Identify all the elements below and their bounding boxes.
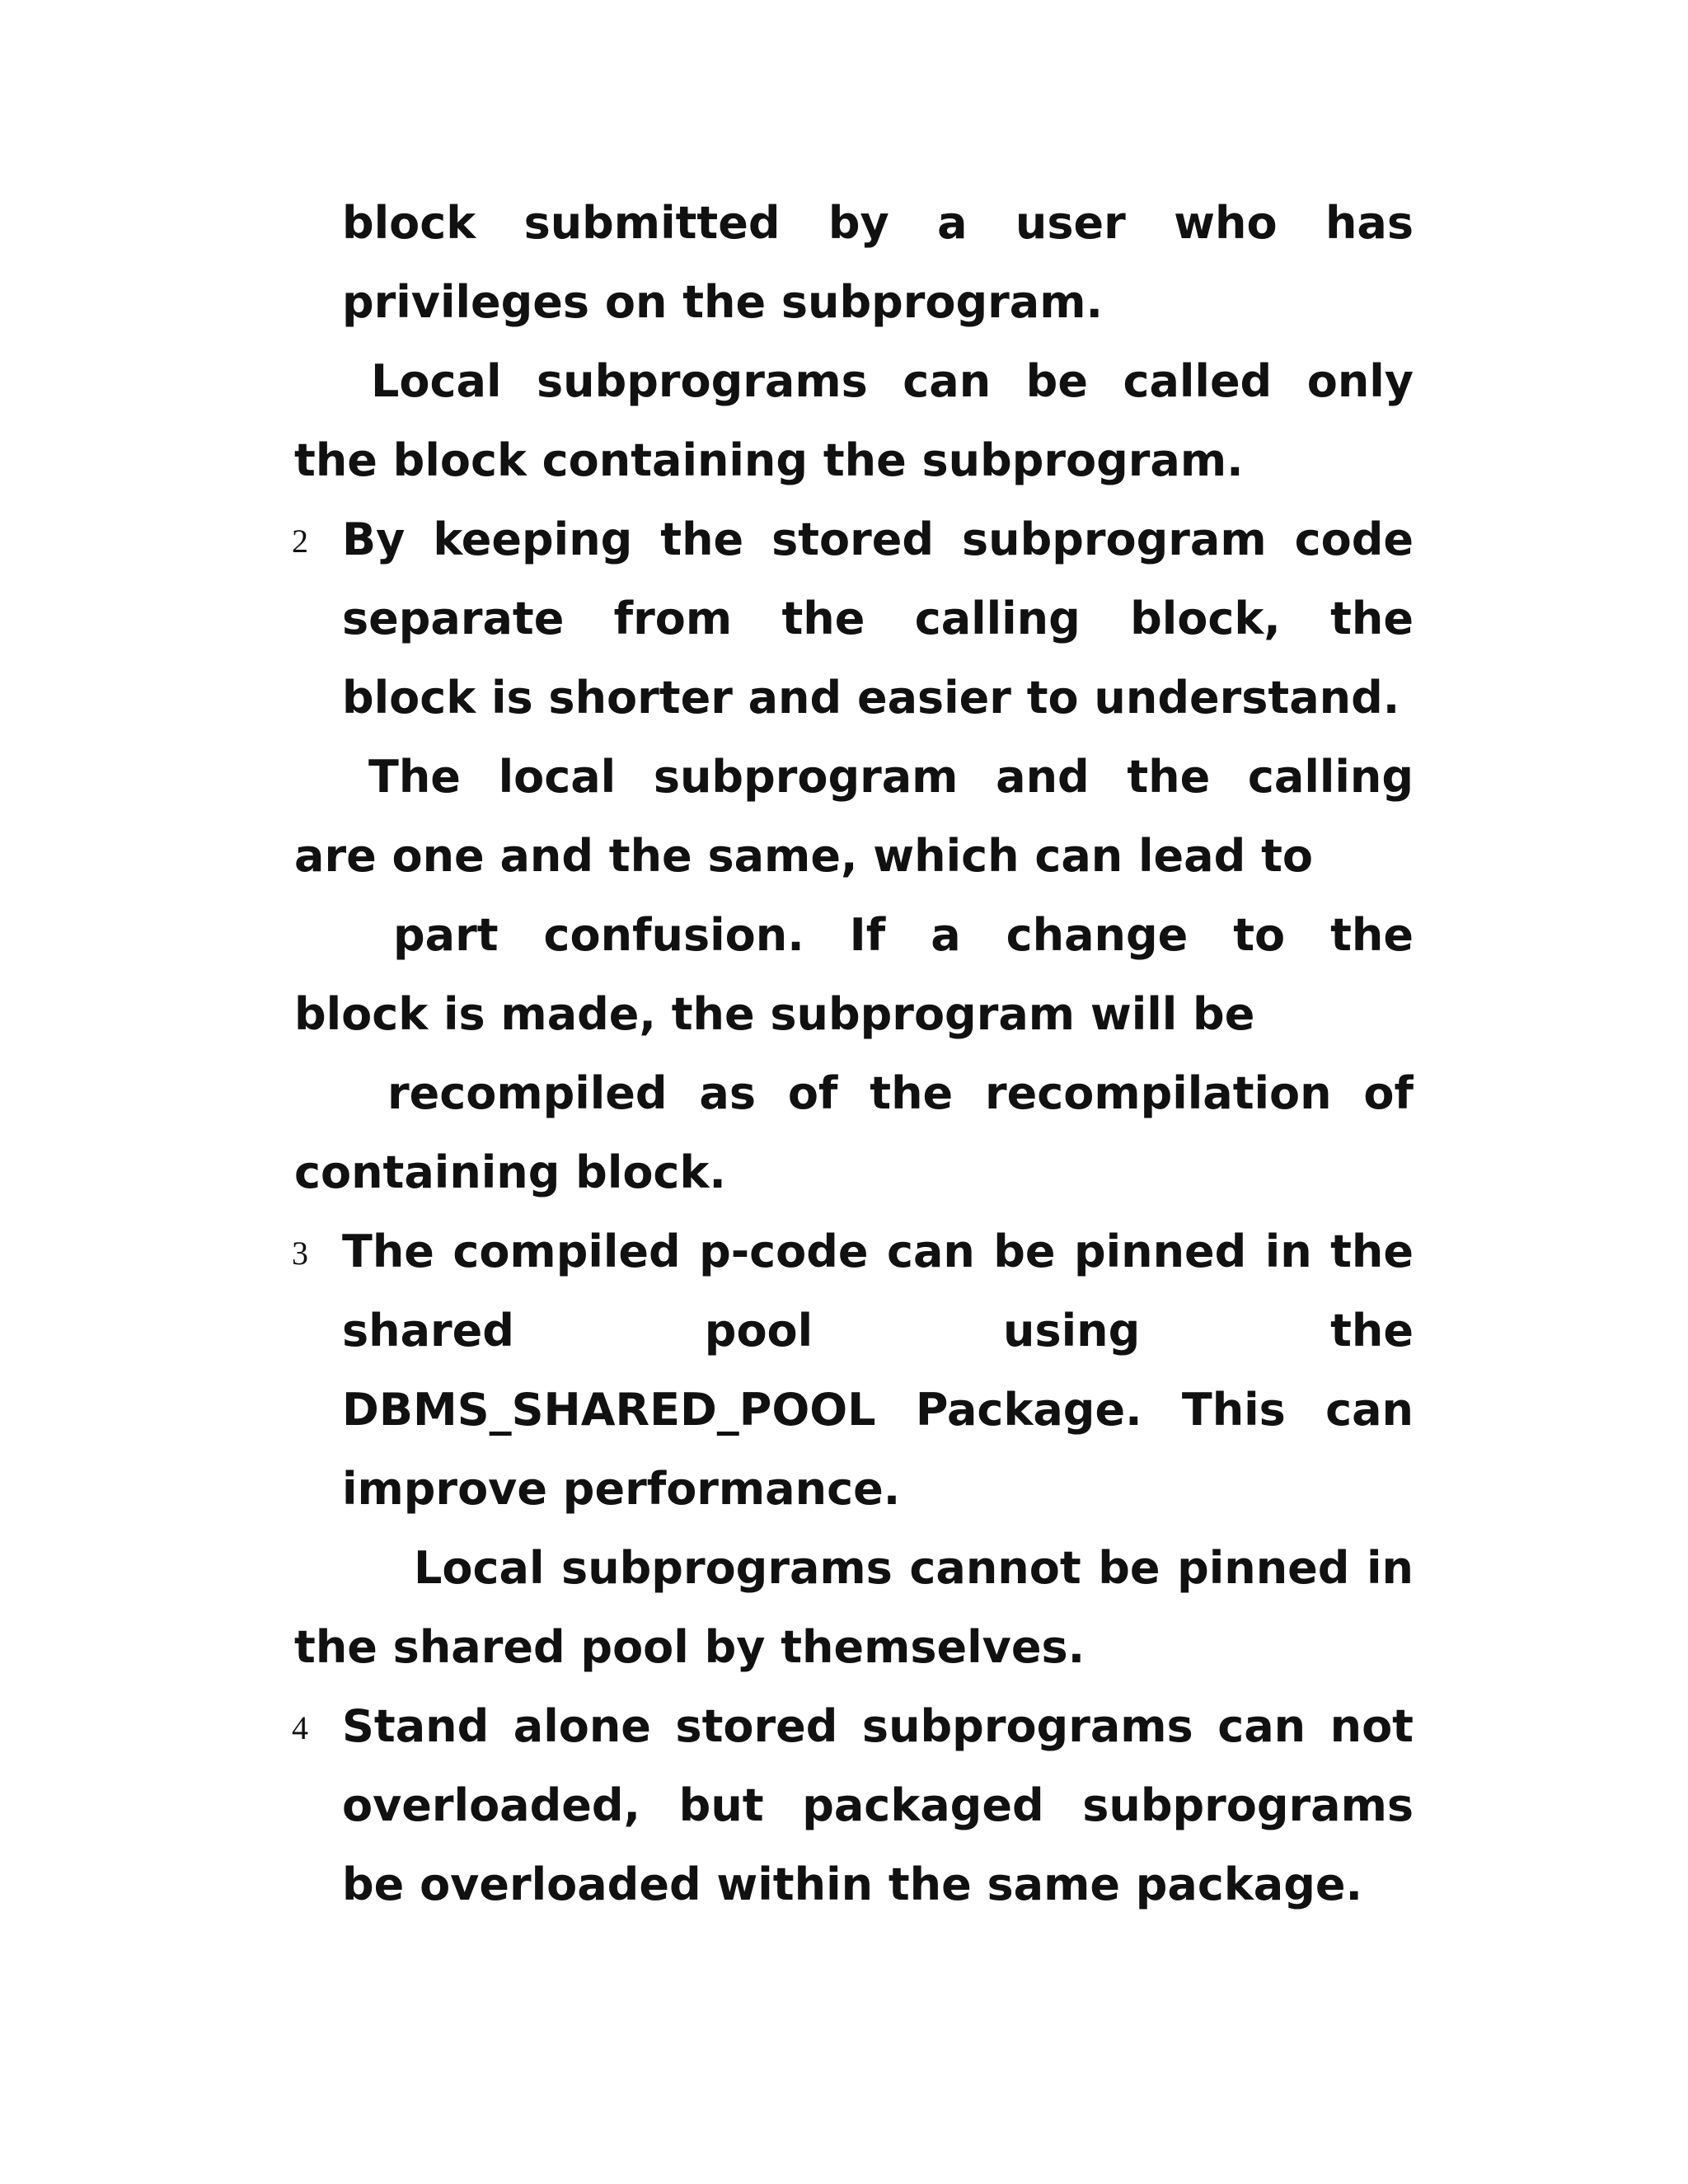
text-line: the shared pool by themselves. [294,1621,1085,1673]
text-line: shared pool using the [342,1305,1414,1357]
text-line: overloaded, but packaged subprograms [342,1779,1414,1831]
text-line: Local subprograms cannot be pinned in [414,1542,1414,1594]
list-number: 4 [292,1709,308,1746]
text-line: DBMS_SHARED_POOL Package. This can [342,1384,1414,1436]
list-number: 3 [292,1235,308,1272]
text-line: The compiled p-code can be pinned in the [342,1226,1414,1277]
text-line: improve performance. [342,1463,901,1515]
text-line: The local subprogram and the calling [368,751,1414,803]
text-line: Local subprograms can be called only [371,355,1414,407]
text-line: the block containing the subprogram. [294,434,1244,486]
text-line: are one and the same, which can lead to [294,830,1313,882]
text-line: be overloaded within the same package. [342,1858,1363,1910]
text-line: block is made, the subprogram will be [294,988,1255,1040]
text-line: recompiled as of the recompilation of [387,1067,1414,1119]
list-number: 2 [292,523,308,560]
text-line: containing block. [294,1146,726,1198]
text-line: privileges on the subprogram. [342,276,1104,328]
text-line: part confusion. If a change to the [393,909,1414,961]
text-line: block submitted by a user who has [342,197,1414,249]
text-line: separate from the calling block, the [342,593,1414,644]
text-line: By keeping the stored subprogram code [342,513,1414,565]
text-line: Stand alone stored subprograms can not [342,1700,1414,1752]
text-line: block is shorter and easier to understand. [342,672,1400,724]
